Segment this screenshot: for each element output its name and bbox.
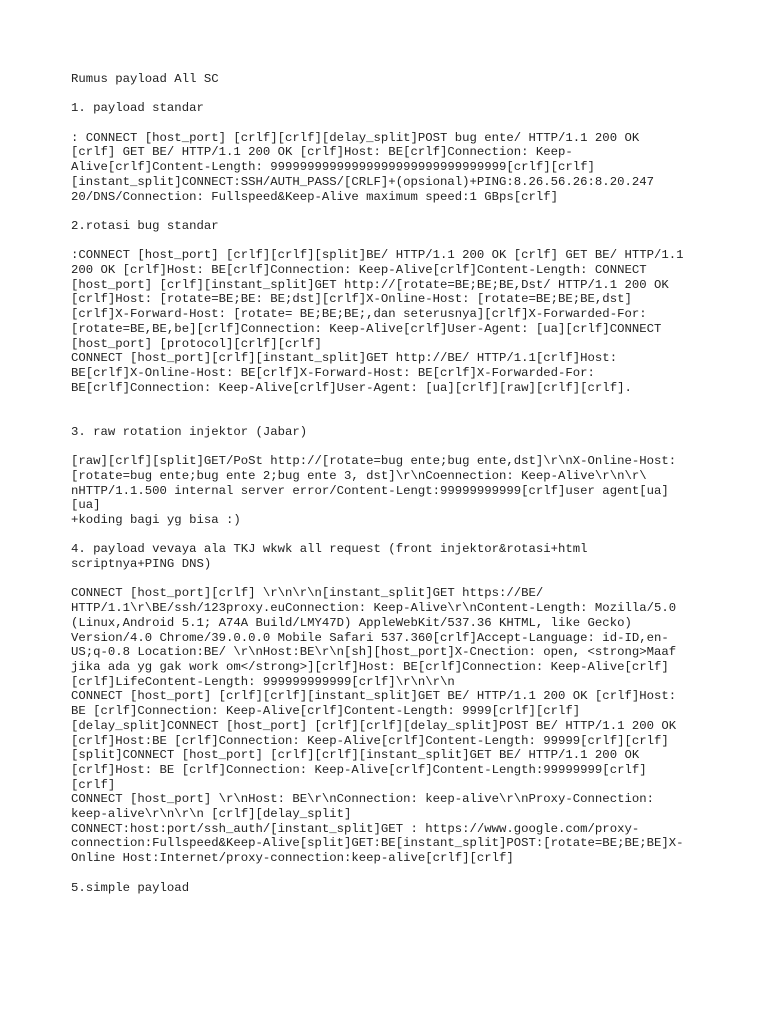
text-line: [crlf] GET BE/ HTTP/1.1 200 OK [crlf]Host: BE[crlf]Connection: Keep- [71,145,573,160]
text-line: [raw][crlf][split]GET/PoSt http://[rotate=bug ente;bug ente,dst]\r\nX-Online-Host: [71,454,677,469]
text-line: 200 OK [crlf]Host: BE[crlf]Connection: Keep-Alive[crlf]Content-Length: CONNECT [71,263,647,278]
text-line: : CONNECT [host_port] [crlf][crlf][delay_split]POST bug ente/ HTTP/1.1 200 OK [71,130,640,145]
section-heading-4: 4. payload vevaya ala TKJ wkwk all request (front injektor&rotasi+html [71,542,588,557]
section-heading-3: 3. raw rotation injektor (Jabar) [71,424,308,439]
text-line: BE[crlf]X-Online-Host: BE[crlf]X-Forward-Host: BE[crlf]X-Forwarded-For: [71,366,595,380]
text-line: [ua] [71,498,101,513]
text-line: 20/DNS/Connection: Fullspeed&Keep-Alive maximum speed:1 GBps[crlf] [71,189,559,204]
text-line: CONNECT [host_port] \r\nHost: BE\r\nConnection: keep-alive\r\nProxy-Connection: [71,792,654,807]
text-line: (Linux,Android 5.1; A74A Build/LMY47D) AppleWebKit/537.36 KHTML, like Gecko) [71,615,632,630]
text-line: jika ada yg gak work om</strong>][crlf]Host: BE[crlf]Connection: Keep-Alive[crlf] [71,659,669,674]
text-line: CONNECT [host_port][crlf][instant_split]GET http://BE/ HTTP/1.1[crlf]Host: [71,351,618,366]
text-line [71,866,711,881]
text-line: [host_port] [crlf][instant_split]GET http://[rotate=BE;BE;BE,Dst/ HTTP/1.1 200 OK [71,277,669,292]
document-title: Rumus payload All SC [71,72,219,86]
text-line: Alive[crlf]Content-Length: 99999999999999999999999999999999[crlf][crlf] [71,160,595,175]
text-line: [rotate=bug ente;bug ente 2;bug ente 3, dst]\r\nCoennection: Keep-Alive\r\n\r\ [71,468,647,483]
text-line: Online Host:Internet/proxy-connection:keep-alive[crlf][crlf] [71,851,514,866]
text-line: [rotate=BE,BE,be][crlf]Connection: Keep-Alive[crlf]User-Agent: [ua][crlf]CONNECT [71,321,662,336]
text-line: [host_port] [protocol][crlf][crlf] [71,336,322,351]
blank-line [71,395,711,410]
text-line: [crlf]Host: BE [crlf]Connection: Keep-Alive[crlf]Content-Length:99999999[crlf] [71,762,647,777]
text-line: [crlf]Host:BE [crlf]Connection: Keep-Alive[crlf]Content-Length: 99999[crlf][crlf] [71,733,669,748]
text-line: Version/4.0 Chrome/39.0.0.0 Mobile Safari 537.360[crlf]Accept-Language: id-ID,en- [71,630,669,645]
text-line: [split]CONNECT [host_port] [crlf][crlf][instant_split]GET BE/ HTTP/1.1 200 OK [71,748,640,763]
text-line: :CONNECT [host_port] [crlf][crlf][split]BE/ HTTP/1.1 200 OK [crlf] GET BE/ HTTP/1.1 [71,248,684,263]
text-line: HTTP/1.1\r\BE/ssh/123proxy.euConnection: Keep-Alive\r\nContent-Length: Mozilla/5.0 [71,601,677,616]
text-line: [crlf]LifeContent-Length: 999999999999[crlf]\r\n\r\n [71,674,455,689]
text-line: +koding bagi yg bisa :) [71,512,241,527]
text-line: BE [crlf]Connection: Keep-Alive[crlf]Content-Length: 9999[crlf][crlf] [71,704,581,719]
blank-line [71,87,711,102]
blank-line: 5.simple payload [71,880,190,895]
blank-line [71,234,711,249]
blank-line [71,204,711,219]
text-line: US;q-0.8 Location:BE/ \r\nHost:BE\r\n[sh][host_port]X-Cnection: open, <strong>Maaf [71,645,677,660]
text-line: nHTTP/1.1.500 internal server error/Content-Lengt:99999999999[crlf]user agent[ua] [71,483,669,498]
blank-line [71,410,711,425]
section-heading-4-cont: scriptnya+PING DNS) [71,557,212,572]
section-heading-1: 1. payload standar [71,101,204,116]
text-line: CONNECT [host_port][crlf] \r\n\r\n[instant_split]GET https://BE/ [71,586,544,601]
section-heading-5 [71,895,711,910]
blank-line [71,572,711,587]
text-line: [crlf]Host: [rotate=BE;BE: BE;dst][crlf]X-Online-Host: [rotate=BE;BE;BE,dst] [71,292,632,307]
text-line: BE[crlf]Connection: Keep-Alive[crlf]User-Agent: [ua][crlf][raw][crlf][crlf]. [71,380,632,395]
blank-line [71,116,711,131]
text-line: CONNECT [host_port] [crlf][crlf][instant_split]GET BE/ HTTP/1.1 200 OK [crlf]Host: [71,689,677,704]
text-line: [instant_split]CONNECT:SSH/AUTH_PASS/[CRLF]+(opsional)+PING:8.26.56.26:8.20.247 [71,174,654,189]
text-line: [crlf] [71,777,116,792]
blank-line [71,439,711,454]
text-line: CONNECT:host:port/ssh_auth/[instant_split]GET : https://www.google.com/proxy- [71,821,640,836]
text-line: [crlf]X-Forward-Host: [rotate= BE;BE;BE;,dan seterusnya][crlf]X-Forwarded-For: [71,307,647,322]
blank-line [71,528,711,543]
document-page [71,72,711,910]
text-line: [delay_split]CONNECT [host_port] [crlf][crlf][delay_split]POST BE/ HTTP/1.1 200 OK [71,718,677,733]
text-line: connection:Fullspeed&Keep-Alive[split]GET:BE[instant_split]POST:[rotate=BE;BE;BE]X- [71,836,684,851]
text-line: keep-alive\r\n\r\n [crlf][delay_split] [71,807,352,822]
section-heading-2: 2.rotasi bug standar [71,218,219,233]
